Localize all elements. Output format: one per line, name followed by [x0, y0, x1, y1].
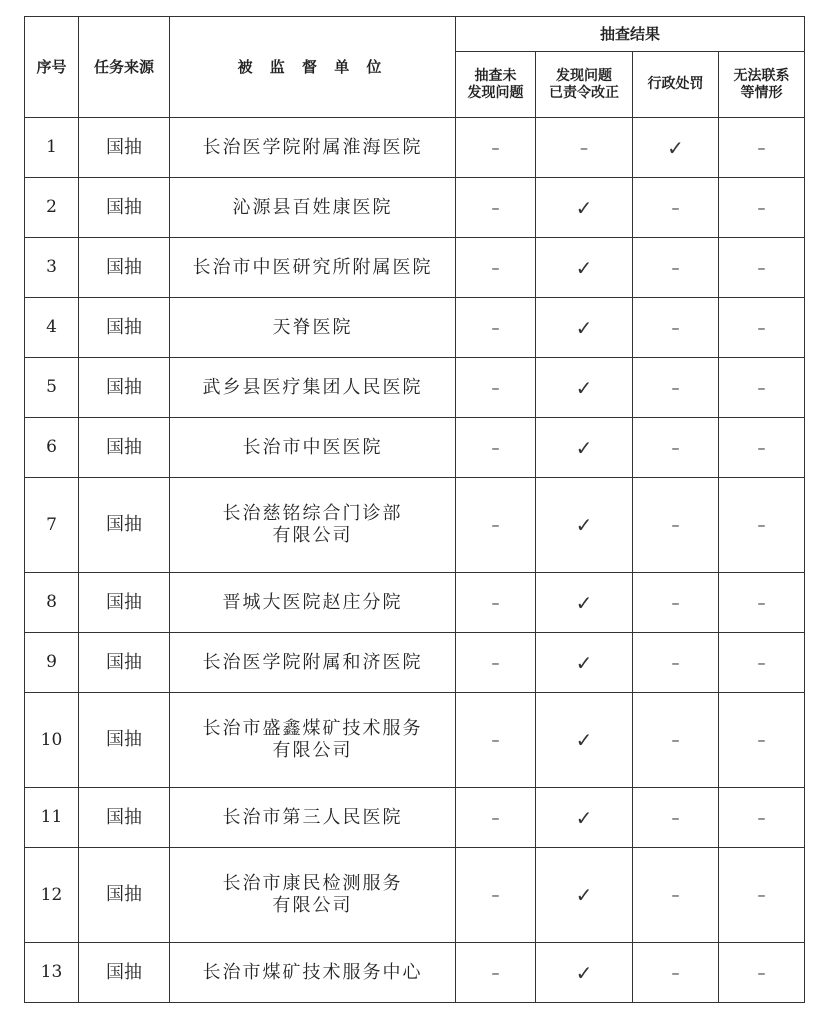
- unit-cell: [170, 788, 456, 848]
- penalty-mark: –: [633, 573, 719, 633]
- penalty-mark: –: [633, 693, 719, 788]
- seq-cell: 11: [25, 788, 79, 848]
- unit-cell: [170, 848, 456, 943]
- table-row: [25, 788, 805, 848]
- result-col-penalty: 行政处罚: [633, 52, 719, 118]
- unit-cell: [170, 693, 456, 788]
- no-issue-mark: –: [456, 943, 536, 1003]
- corrected-mark: ✓: [536, 238, 633, 298]
- unit-cell: [170, 418, 456, 478]
- corrected-mark: ✓: [536, 633, 633, 693]
- table-row: [25, 848, 805, 943]
- no-issue-mark: –: [456, 693, 536, 788]
- corrected-mark: ✓: [536, 788, 633, 848]
- corrected-mark: ✓: [536, 693, 633, 788]
- unreachable-mark: –: [719, 693, 805, 788]
- result-group-header: 抽查结果: [456, 17, 805, 52]
- seq-cell: 6: [25, 418, 79, 478]
- penalty-mark: –: [633, 943, 719, 1003]
- source-cell: 国抽: [79, 788, 170, 848]
- seq-cell: 5: [25, 358, 79, 418]
- source-cell: 国抽: [79, 573, 170, 633]
- no-issue-mark: –: [456, 633, 536, 693]
- unit-cell: [170, 118, 456, 178]
- table-row: [25, 418, 805, 478]
- unreachable-mark: –: [719, 358, 805, 418]
- unreachable-mark: –: [719, 478, 805, 573]
- unit-name-line: 有限公司: [272, 895, 353, 916]
- penalty-mark: ✓: [633, 118, 719, 178]
- table-row: [25, 118, 805, 178]
- source-cell: 国抽: [79, 478, 170, 573]
- unit-name-line: 长治医学院附属和济医院: [202, 651, 423, 673]
- unit-cell: [170, 943, 456, 1003]
- penalty-mark: –: [633, 178, 719, 238]
- table-row: [25, 633, 805, 693]
- no-issue-mark: –: [456, 848, 536, 943]
- result-col-no-issue: 抽查未 发现问题: [456, 52, 536, 118]
- penalty-mark: –: [633, 478, 719, 573]
- unit-name-line: 长治市中医医院: [242, 436, 383, 458]
- result-col-corrected: 发现问题 已责令改正: [536, 52, 633, 118]
- no-issue-mark: –: [456, 178, 536, 238]
- source-cell: 国抽: [79, 943, 170, 1003]
- penalty-mark: –: [633, 298, 719, 358]
- unreachable-mark: –: [719, 238, 805, 298]
- source-cell: 国抽: [79, 693, 170, 788]
- table-row: [25, 298, 805, 358]
- seq-cell: 10: [25, 693, 79, 788]
- source-header: 任务来源: [79, 17, 170, 118]
- corrected-mark: ✓: [536, 478, 633, 573]
- corrected-mark: ✓: [536, 418, 633, 478]
- table-row: [25, 478, 805, 573]
- unit-name-line: 天脊医院: [272, 316, 353, 338]
- no-issue-mark: –: [456, 573, 536, 633]
- unit-cell: [170, 478, 456, 573]
- unit-cell: [170, 238, 456, 298]
- unit-cell: [170, 178, 456, 238]
- no-issue-mark: –: [456, 358, 536, 418]
- table-row: [25, 573, 805, 633]
- table-row: [25, 693, 805, 788]
- source-cell: 国抽: [79, 238, 170, 298]
- table-row: [25, 943, 805, 1003]
- table-row: [25, 178, 805, 238]
- unit-name-line: 长治慈铭综合门诊部: [222, 503, 403, 525]
- inspection-results-table: [24, 16, 805, 1003]
- no-issue-mark: –: [456, 118, 536, 178]
- unreachable-mark: –: [719, 848, 805, 943]
- corrected-mark: ✓: [536, 298, 633, 358]
- corrected-mark: ✓: [536, 848, 633, 943]
- seq-cell: 12: [25, 848, 79, 943]
- unreachable-mark: –: [719, 118, 805, 178]
- table-body: [25, 118, 805, 1003]
- no-issue-mark: –: [456, 298, 536, 358]
- unit-cell: [170, 358, 456, 418]
- unreachable-mark: –: [719, 418, 805, 478]
- corrected-mark: ✓: [536, 573, 633, 633]
- source-cell: 国抽: [79, 298, 170, 358]
- source-cell: 国抽: [79, 418, 170, 478]
- source-cell: 国抽: [79, 358, 170, 418]
- seq-cell: 7: [25, 478, 79, 573]
- unit-name-line: 长治市煤矿技术服务中心: [202, 961, 423, 983]
- penalty-mark: –: [633, 848, 719, 943]
- unreachable-mark: –: [719, 178, 805, 238]
- seq-header: 序号: [25, 17, 79, 118]
- unit-cell: [170, 573, 456, 633]
- unit-name-line: 有限公司: [272, 740, 353, 761]
- unreachable-mark: –: [719, 573, 805, 633]
- penalty-mark: –: [633, 633, 719, 693]
- penalty-mark: –: [633, 418, 719, 478]
- unreachable-mark: –: [719, 633, 805, 693]
- unit-name-line: 长治市中医研究所附属医院: [192, 256, 433, 278]
- unreachable-mark: –: [719, 298, 805, 358]
- corrected-mark: ✓: [536, 358, 633, 418]
- no-issue-mark: –: [456, 478, 536, 573]
- source-cell: 国抽: [79, 633, 170, 693]
- table-row: [25, 238, 805, 298]
- corrected-mark: –: [536, 118, 633, 178]
- header-row-top: [25, 17, 805, 52]
- unit-name-line: 长治市盛鑫煤矿技术服务: [202, 718, 423, 740]
- source-cell: 国抽: [79, 118, 170, 178]
- seq-cell: 3: [25, 238, 79, 298]
- seq-cell: 4: [25, 298, 79, 358]
- source-cell: 国抽: [79, 178, 170, 238]
- source-cell: 国抽: [79, 848, 170, 943]
- corrected-mark: ✓: [536, 943, 633, 1003]
- unit-header: 被 监 督 单 位: [170, 17, 456, 118]
- corrected-mark: ✓: [536, 178, 633, 238]
- penalty-mark: –: [633, 358, 719, 418]
- unit-name-line: 晋城大医院赵庄分院: [222, 591, 403, 613]
- unit-name-line: 长治市康民检测服务: [222, 873, 403, 895]
- seq-cell: 1: [25, 118, 79, 178]
- no-issue-mark: –: [456, 788, 536, 848]
- seq-cell: 13: [25, 943, 79, 1003]
- seq-cell: 2: [25, 178, 79, 238]
- seq-cell: 9: [25, 633, 79, 693]
- unit-name-line: 有限公司: [272, 525, 353, 546]
- unit-cell: [170, 633, 456, 693]
- penalty-mark: –: [633, 788, 719, 848]
- result-col-unreachable: 无法联系 等情形: [719, 52, 805, 118]
- penalty-mark: –: [633, 238, 719, 298]
- unit-cell: [170, 298, 456, 358]
- unreachable-mark: –: [719, 788, 805, 848]
- unreachable-mark: –: [719, 943, 805, 1003]
- unit-name-line: 长治市第三人民医院: [222, 806, 403, 828]
- table-row: [25, 358, 805, 418]
- unit-name-line: 长治医学院附属淮海医院: [202, 136, 423, 158]
- unit-name-line: 沁源县百姓康医院: [232, 196, 393, 218]
- no-issue-mark: –: [456, 238, 536, 298]
- seq-cell: 8: [25, 573, 79, 633]
- unit-name-line: 武乡县医疗集团人民医院: [202, 376, 423, 398]
- no-issue-mark: –: [456, 418, 536, 478]
